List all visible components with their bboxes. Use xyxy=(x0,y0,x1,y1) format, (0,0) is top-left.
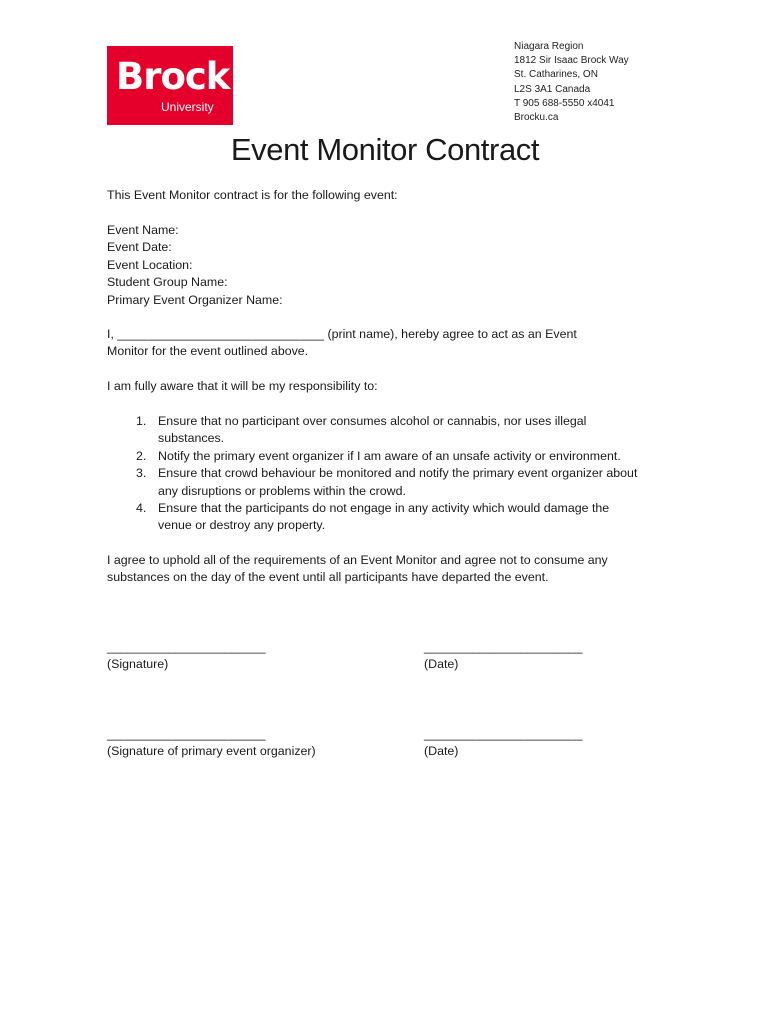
list-number: 3. xyxy=(136,466,147,481)
list-item-line: any disruptions or problems within the crowd. xyxy=(158,483,406,498)
organizer-date-line: _______________________ xyxy=(424,727,583,741)
agreement-line: Monitor for the event outlined above. xyxy=(107,344,309,359)
list-item-line: venue or destroy any property. xyxy=(158,518,326,533)
responsibility-intro: I am fully aware that it will be my responsibility to: xyxy=(107,379,378,393)
address-website: Brocku.ca xyxy=(514,112,559,124)
list-item xyxy=(107,448,677,465)
list-item xyxy=(107,465,677,500)
organizer-date-label: (Date) xyxy=(424,744,459,759)
agreement-paragraph xyxy=(107,326,677,361)
organizer-date-block xyxy=(424,726,583,761)
list-item-line: Notify the primary event organizer if I am aware of an unsafe activity or environment. xyxy=(158,448,621,463)
closing-line: I agree to uphold all of the requirements of an Event Monitor and agree not to consume any xyxy=(107,553,608,567)
address-line: Niagara Region xyxy=(514,41,584,52)
address-phone: T 905 688-5550 x4041 xyxy=(514,97,615,109)
event-name-field: Event Name: xyxy=(107,223,179,237)
organizer-signature-block xyxy=(107,726,316,761)
event-location-field: Event Location: xyxy=(107,257,193,272)
list-item xyxy=(107,413,677,448)
date-line: _______________________ xyxy=(424,640,583,654)
organizer-signature-line: _______________________ xyxy=(107,727,266,741)
signature-line: _______________________ xyxy=(107,640,266,654)
signature-block xyxy=(107,639,266,674)
list-item-line: Ensure that the participants do not engage in any activity which would damage the xyxy=(158,501,610,516)
list-number: 2. xyxy=(136,448,147,463)
list-number: 4. xyxy=(136,501,147,516)
intro-text: This Event Monitor contract is for the following event: xyxy=(107,188,398,202)
organizer-name-field: Primary Event Organizer Name: xyxy=(107,292,283,307)
list-item-line: Ensure that crowd behaviour be monitored and notify the primary event organizer about xyxy=(158,466,638,481)
signature-label: (Signature) xyxy=(107,657,169,672)
list-item-line: Ensure that no participant over consumes alcohol or cannabis, nor uses illegal xyxy=(158,414,587,428)
address-line: 1812 Sir Isaac Brock Way xyxy=(514,55,629,67)
list-item-line: substances. xyxy=(158,431,225,446)
organizer-signature-label: (Signature of primary event organizer) xyxy=(107,744,316,759)
logo-wordmark: Brock xyxy=(116,55,230,98)
agreement-line: I, ______________________________ (print name), hereby agree to act as an Event xyxy=(107,327,577,341)
address-line: L2S 3A1 Canada xyxy=(514,83,591,95)
closing-paragraph xyxy=(107,552,677,587)
date-block xyxy=(424,639,583,674)
student-group-field: Student Group Name: xyxy=(107,275,228,290)
logo-subtitle: University xyxy=(161,100,214,114)
event-date-field: Event Date: xyxy=(107,240,172,255)
responsibility-list xyxy=(107,413,677,535)
event-fields xyxy=(107,222,677,309)
closing-line: substances on the day of the event until all participants have departed the event. xyxy=(107,570,549,585)
date-label: (Date) xyxy=(424,657,459,672)
page-title: Event Monitor Contract xyxy=(230,132,540,167)
list-item xyxy=(107,500,677,535)
brock-university-logo xyxy=(107,46,233,125)
address-block xyxy=(514,40,629,125)
list-number: 1. xyxy=(136,414,147,428)
address-line: St. Catharines, ON xyxy=(514,69,598,81)
